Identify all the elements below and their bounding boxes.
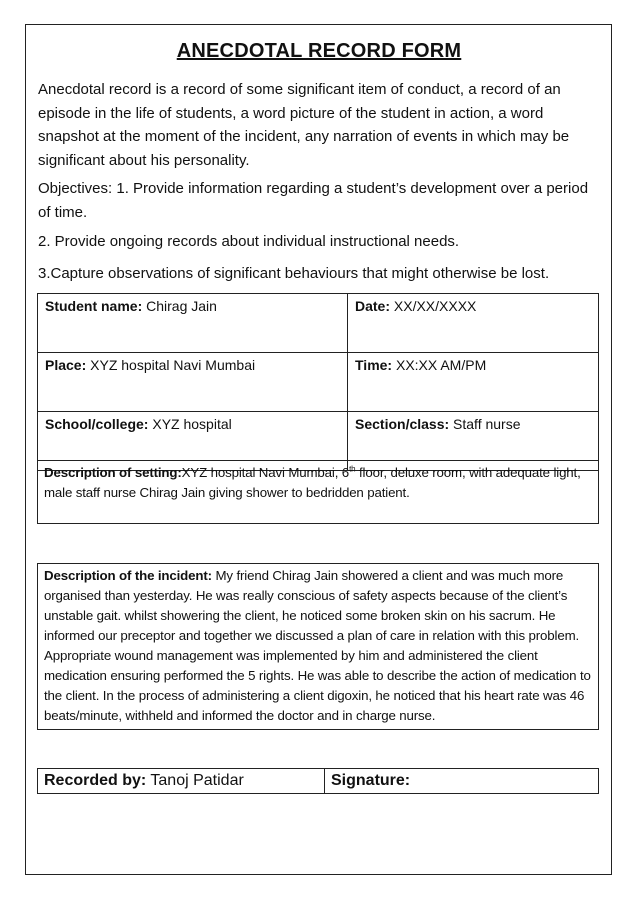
incident-description-box (37, 563, 599, 730)
student-info-table (37, 293, 599, 471)
table-row (38, 294, 599, 353)
section-label: Section/class: (355, 416, 450, 432)
intro-paragraph: Anecdotal record is a record of some significant item of conduct, a record of an episode in the life of students, a word picture of the student in action, a word snapshot at the moment of the incident, any narration of events in which may be significant about his personality. (38, 81, 570, 169)
student-name-value: Chirag Jain (146, 298, 217, 314)
setting-description-box (37, 460, 599, 524)
recorded-by-cell (38, 769, 325, 794)
date-label: Date: (355, 298, 391, 314)
student-name-cell (38, 294, 348, 353)
setting-text-after: floor, deluxe room, with adequate light, male staff nurse Chirag Jain giving shower to bedridden patient. (44, 465, 581, 500)
date-cell (348, 294, 599, 353)
incident-text: My friend Chirag Jain showered a client and was much more organised than yesterday. He was really conscious of safety aspects because of the client’s unstable gait. whilst showering the client, he noticed some broken skin on his sacrum. He informed our preceptor and together we discussed a plan of care in relation with this problem. Appropriate wound management was implemented by him and administered the client medication ensuring performed the 5 rights. He was able to describe the action of medication to the client. In the process of administering a client digoxin, he noticed that his heart rate was 46 beats/minute, withheld and informed the doctor and in charge nurse. (44, 568, 591, 723)
school-value: XYZ hospital (152, 416, 232, 432)
section-value: Staff nurse (453, 416, 521, 432)
table-row (38, 353, 599, 412)
recorded-by-table (37, 768, 599, 794)
place-label: Place: (45, 357, 87, 373)
student-name-label: Student name: (45, 298, 143, 314)
time-value: XX:XX AM/PM (395, 357, 487, 373)
objective-1: Objectives: 1. Provide information regarding a student’s development over a period of time. (38, 180, 589, 221)
time-cell (348, 353, 599, 412)
setting-text-before: XYZ hospital Navi Mumbai, 6 (181, 465, 350, 480)
form-title: ANECDOTAL RECORD FORM (176, 40, 462, 62)
objective-3: 3.Capture observations of significant behaviours that might otherwise be lost. (38, 265, 550, 282)
table-row (38, 769, 599, 794)
signature-cell (325, 769, 599, 794)
school-label: School/college: (45, 416, 149, 432)
recorded-by-label: Recorded by: (44, 772, 147, 789)
time-label: Time: (355, 357, 393, 373)
recorded-by-value: Tanoj Patidar (150, 772, 244, 789)
setting-label: Description of setting: (44, 465, 182, 480)
date-value: XX/XX/XXXX (393, 298, 477, 314)
incident-label: Description of the incident: (44, 568, 212, 583)
setting-superscript: th (349, 464, 356, 474)
objective-2: 2. Provide ongoing records about individual instructional needs. (38, 233, 460, 250)
place-cell (38, 353, 348, 412)
place-value: XYZ hospital Navi Mumbai (90, 357, 256, 373)
signature-label: Signature: (331, 772, 411, 789)
